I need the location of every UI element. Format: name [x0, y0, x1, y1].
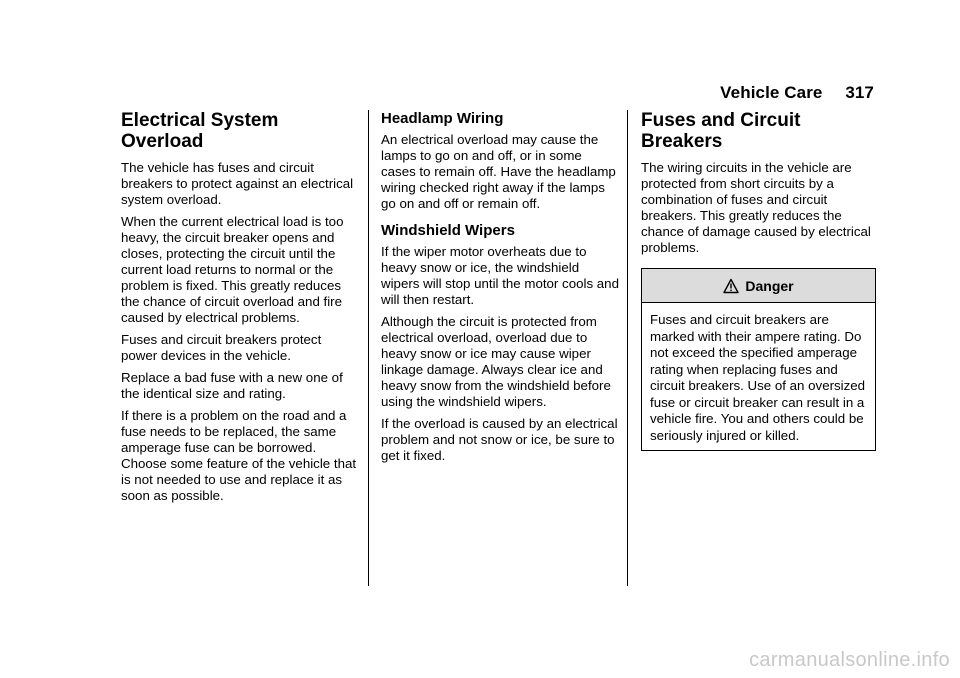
paragraph: When the current electrical load is too heavy, the circuit breaker opens and closes, protecting the circuit until the current load returns to normal or the problem is fixed. This greatly reduces the chance of circuit overload and fire caused by electrical problems.	[121, 214, 344, 325]
paragraph: An electrical overload may cause the lamps to go on and off, or in some cases to remain off. Have the headlamp wiring checked right away if the lamps go on and off or remain off.	[381, 132, 616, 211]
danger-body	[642, 303, 875, 450]
watermark: carmanualsonline.info	[749, 649, 950, 671]
section-title: Vehicle Care	[720, 83, 823, 102]
paragraph: If the overload is caused by an electrical problem and not snow or ice, be sure to get it fixed.	[381, 416, 618, 463]
page-number: 317	[845, 83, 874, 102]
column-electrical-overload	[121, 110, 359, 510]
paragraph: The wiring circuits in the vehicle are protected from short circuits by a combination of fuses and circuit breakers. This greatly reduces the chance of damage caused by electrical problems.	[641, 160, 871, 255]
paragraph: Fuses and circuit breakers protect power devices in the vehicle.	[121, 332, 322, 363]
column-divider-1	[368, 110, 369, 586]
danger-text: Fuses and circuit breakers are marked with their ampere rating. Do not exceed the specified amperage rating when replacing fuses and circuit breakers. Use of an oversized fuse or circuit breaker can result in a vehicle fire. You and others could be seriously injured or killed.	[650, 312, 866, 443]
heading-electrical-overload: Electrical System Overload	[121, 110, 279, 152]
warning-icon	[723, 278, 739, 294]
paragraph: Replace a bad fuse with a new one of the identical size and rating.	[121, 370, 343, 401]
column-divider-2	[627, 110, 628, 586]
paragraph: The vehicle has fuses and circuit breakers to protect against an electrical system overload.	[121, 160, 354, 207]
column-headlamp-wipers	[381, 110, 619, 470]
heading-fuses-breakers: Fuses and Circuit Breakers	[641, 110, 801, 152]
paragraph: If there is a problem on the road and a fuse needs to be replaced, the same amperage fuse can be borrowed. Choose some feature of the vehicle that is not needed to use and replace it as soon as possible.	[121, 408, 357, 503]
danger-header	[642, 269, 875, 303]
paragraph: If the wiper motor overheats due to heavy snow or ice, the windshield wipers will stop until the motor cools and will then restart.	[381, 244, 619, 307]
danger-box	[641, 268, 876, 451]
danger-label: Danger	[745, 277, 794, 294]
heading-windshield-wipers: Windshield Wipers	[381, 222, 515, 239]
paragraph: Although the circuit is protected from electrical overload, overload due to heavy snow or ice may cause wiper linkage damage. Always clear ice and heavy snow from the windshield before using the windshield wipers.	[381, 314, 611, 409]
page-header	[720, 83, 874, 103]
column-fuses-breakers	[641, 110, 876, 451]
heading-headlamp-wiring: Headlamp Wiring	[381, 110, 504, 127]
